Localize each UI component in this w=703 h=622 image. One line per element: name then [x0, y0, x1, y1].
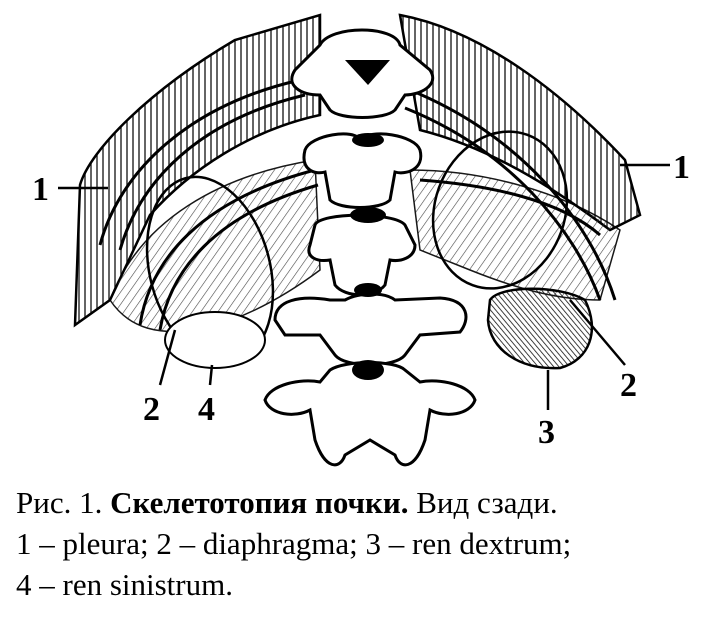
label-diaphragma-right: 2 — [620, 367, 637, 404]
label-pleura-left: 1 — [32, 171, 49, 208]
caption-line-1 — [16, 482, 696, 523]
label-ren-sinistrum: 4 — [198, 391, 215, 428]
figure-caption — [16, 482, 696, 605]
caption-prefix: Рис. 1. — [16, 485, 103, 520]
caption-title: Скелетотопия почки. — [110, 485, 409, 520]
label-ren-dextrum: 3 — [538, 414, 555, 451]
caption-line-2: 1 – pleura; 2 – diaphragma; 3 – ren dextrum; — [16, 526, 572, 561]
caption-view: Вид сзади. — [416, 485, 558, 520]
label-diaphragma-left: 2 — [143, 391, 160, 428]
caption-line-3: 4 – ren sinistrum. — [16, 567, 233, 602]
label-pleura-right: 1 — [673, 149, 690, 186]
